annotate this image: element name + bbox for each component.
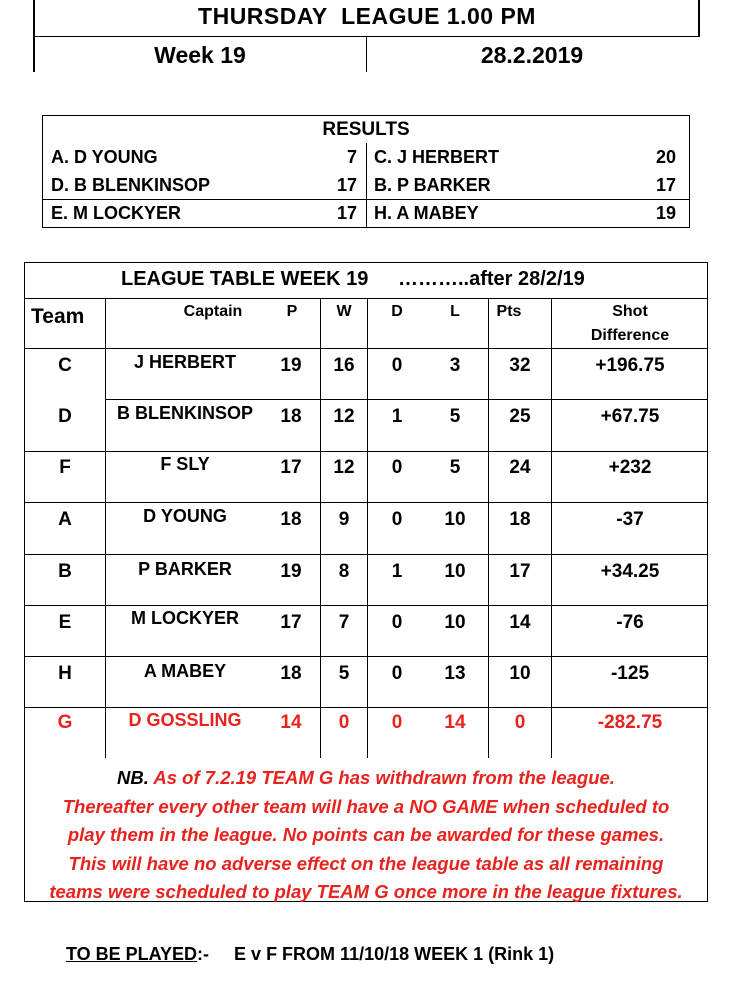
result-left-score: 17	[336, 175, 357, 195]
cell-d: 0	[391, 457, 403, 478]
cell-p: 18	[280, 663, 302, 684]
cell-p: 14	[280, 712, 302, 733]
note-line: This will have no adverse effect on the league table as all remaining	[68, 852, 664, 874]
col-captain: Captain	[183, 303, 243, 320]
cell-d: 1	[391, 561, 403, 582]
cell-p: 18	[280, 509, 302, 530]
result-left-team: A. D YOUNG	[51, 147, 158, 167]
col-team: Team	[31, 305, 85, 328]
page-title: THURSDAY LEAGUE 1.00 PM	[198, 3, 536, 29]
cell-team: D	[58, 406, 72, 427]
cell-team: B	[58, 561, 72, 582]
col-d: D	[391, 303, 403, 320]
note-line: teams were scheduled to play TEAM G once more in the league fixtures.	[49, 881, 683, 902]
col-shot-difference: Difference	[590, 327, 670, 344]
result-right-score: 20	[655, 147, 676, 167]
cell-team: A	[58, 509, 72, 530]
cell-l: 5	[449, 457, 461, 478]
cell-w: 7	[338, 612, 350, 633]
cell-captain: M LOCKYER	[131, 608, 239, 628]
col-w: W	[336, 303, 352, 320]
result-right-team: C. J HERBERT	[374, 147, 500, 167]
cell-l: 10	[444, 612, 466, 633]
result-left-team: D. B BLENKINSOP	[51, 175, 211, 195]
cell-captain: P BARKER	[138, 559, 232, 579]
cell-p: 19	[280, 561, 302, 582]
cell-d: 1	[391, 406, 403, 427]
col-l: L	[450, 303, 460, 320]
league-table-after: ………..after 28/2/19	[398, 268, 585, 290]
cell-captain: A MABEY	[143, 661, 227, 681]
cell-w: 5	[338, 663, 350, 684]
cell-shot: +232	[608, 457, 652, 478]
col-shot: Shot	[612, 303, 648, 320]
result-right-score: 17	[655, 175, 676, 195]
cell-pts: 25	[509, 406, 531, 427]
cell-p: 18	[280, 406, 302, 427]
result-left-team: E. M LOCKYER	[51, 203, 182, 223]
note-prefix: NB.	[117, 767, 149, 788]
cell-captain: F SLY	[160, 454, 210, 474]
cell-d: 0	[391, 355, 403, 376]
cell-l: 10	[444, 509, 466, 530]
footer	[66, 944, 554, 965]
date-label: 28.2.2019	[480, 42, 584, 68]
cell-pts: 32	[509, 355, 531, 376]
footer-fixture: E v F FROM 11/10/18 WEEK 1 (Rink 1)	[234, 944, 555, 964]
cell-l: 14	[444, 712, 466, 733]
cell-d: 0	[391, 712, 403, 733]
cell-pts: 14	[509, 612, 531, 633]
cell-pts: 24	[509, 457, 531, 478]
cell-team: G	[57, 712, 73, 733]
cell-shot: +67.75	[600, 406, 660, 427]
cell-p: 19	[280, 355, 302, 376]
cell-team: E	[58, 612, 72, 633]
cell-captain: D YOUNG	[143, 506, 227, 526]
cell-team: H	[58, 663, 72, 684]
cell-team: F	[59, 457, 71, 478]
cell-w: 9	[338, 509, 350, 530]
cell-shot: +196.75	[595, 355, 665, 376]
cell-w: 8	[338, 561, 350, 582]
footer-label: TO BE PLAYED	[66, 944, 198, 964]
results-title: RESULTS	[322, 119, 410, 140]
cell-p: 17	[280, 457, 302, 478]
cell-pts: 18	[509, 509, 531, 530]
week-label: Week 19	[154, 42, 246, 68]
cell-pts: 10	[509, 663, 531, 684]
result-right-score: 19	[655, 203, 676, 223]
league-table-title: LEAGUE TABLE WEEK 19	[121, 268, 369, 290]
cell-captain: D GOSSLING	[128, 710, 242, 730]
cell-shot: -125	[610, 663, 650, 684]
cell-d: 0	[391, 509, 403, 530]
cell-shot: -76	[616, 612, 644, 633]
note-block	[26, 764, 706, 907]
cell-shot: -282.75	[597, 712, 663, 733]
cell-w: 0	[338, 712, 350, 733]
cell-d: 0	[391, 612, 403, 633]
cell-shot: +34.25	[600, 561, 660, 582]
cell-captain: J HERBERT	[133, 352, 236, 372]
cell-p: 17	[280, 612, 302, 633]
cell-w: 12	[333, 457, 355, 478]
note-line: Thereafter every other team will have a NO GAME when scheduled to	[62, 795, 670, 817]
cell-w: 16	[333, 355, 355, 376]
cell-l: 5	[449, 406, 461, 427]
note-line: As of 7.2.19 TEAM G has withdrawn from the league.	[153, 767, 615, 788]
cell-l: 10	[444, 561, 466, 582]
cell-pts: 17	[509, 561, 531, 582]
cell-l: 3	[449, 355, 461, 376]
cell-captain: B BLENKINSOP	[116, 403, 253, 423]
result-right-team: B. P BARKER	[374, 175, 491, 195]
cell-d: 0	[391, 663, 403, 684]
cell-shot: -37	[616, 509, 644, 530]
cell-team: C	[58, 355, 72, 376]
col-pts: Pts	[496, 303, 522, 320]
col-p: P	[286, 303, 298, 320]
result-left-score: 7	[346, 147, 357, 167]
cell-pts: 0	[514, 712, 526, 733]
footer-separator: :-	[197, 944, 210, 964]
cell-l: 13	[444, 663, 466, 684]
cell-w: 12	[333, 406, 355, 427]
result-right-team: H. A MABEY	[374, 203, 479, 223]
note-line: play them in the league. No points can be awarded for these games.	[67, 824, 665, 845]
result-left-score: 17	[336, 203, 357, 223]
